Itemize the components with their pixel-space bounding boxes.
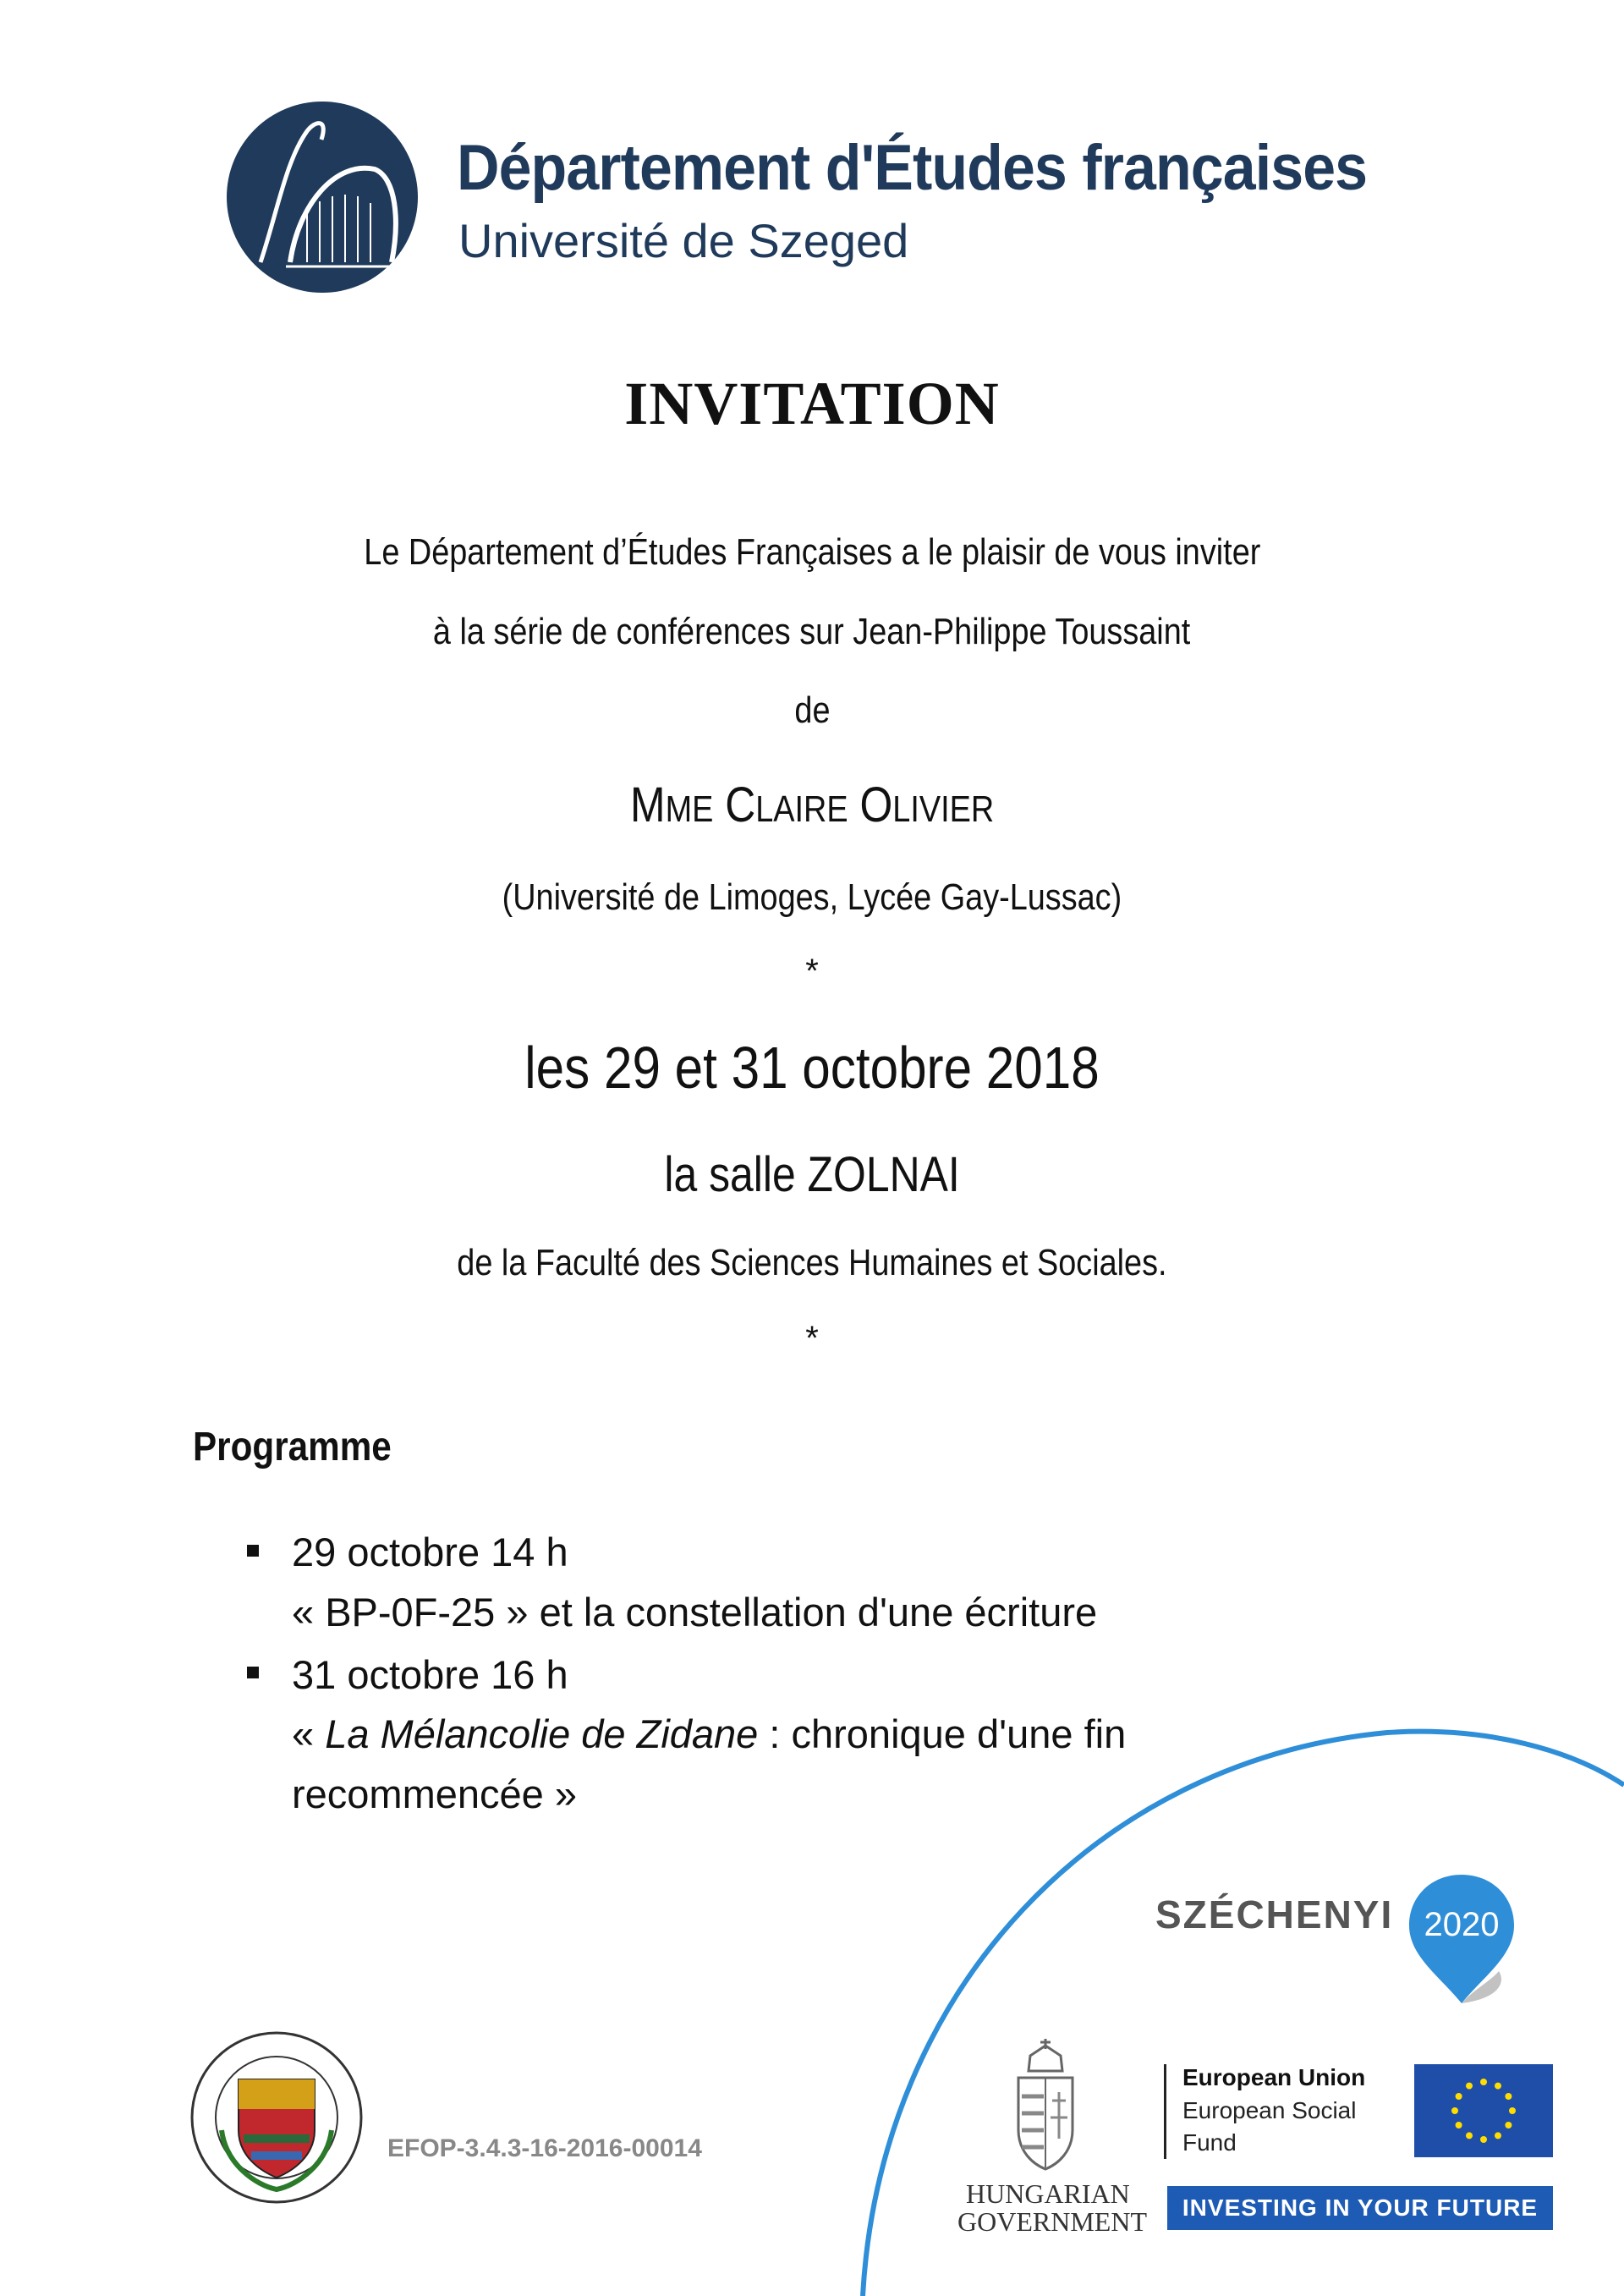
eu-star-icon xyxy=(1480,2079,1487,2085)
eu-star-icon xyxy=(1480,2136,1487,2143)
speaker-name: MME CLAIRE OLIVIER xyxy=(629,777,995,832)
dept-logo-icon xyxy=(227,102,418,293)
event-room: la salle ZOLNAI xyxy=(664,1147,960,1202)
eu-fund-label: Fund xyxy=(1182,2129,1237,2156)
eu-star-icon xyxy=(1466,2132,1473,2139)
eu-star-icon xyxy=(1505,2093,1512,2100)
efop-code: EFOP-3.4.3-16-2016-00014 xyxy=(387,2134,702,2162)
investing-banner: INVESTING IN YOUR FUTURE xyxy=(1167,2186,1553,2230)
eu-star-icon xyxy=(1505,2122,1512,2128)
eu-star-icon xyxy=(1509,2107,1516,2114)
event-dates: les 29 et 31 octobre 2018 xyxy=(524,1035,1100,1101)
programme-item-title: « BP-0F-25 » et la constellation d'une écriture xyxy=(292,1590,1098,1634)
university-seal-icon xyxy=(188,2029,365,2206)
eu-star-icon xyxy=(1451,2107,1458,2114)
department-title: Département d'Études françaises xyxy=(457,132,1368,204)
hungarian-coat-of-arms-icon xyxy=(1012,2037,1079,2172)
eu-star-icon xyxy=(1466,2083,1473,2090)
eu-fund-label: European Social xyxy=(1182,2097,1357,2123)
szechenyi-year: 2020 xyxy=(1424,1906,1500,1943)
programme-item-time: 31 octobre 16 h xyxy=(292,1652,568,1697)
hungarian-government-label: HUNGARIAN xyxy=(966,2178,1130,2209)
separator-star: * xyxy=(805,1320,819,1357)
bullet-icon xyxy=(247,1545,259,1557)
eu-label: European Union xyxy=(1182,2064,1366,2090)
department-subtitle: Université de Szeged xyxy=(458,214,909,267)
eu-star-icon xyxy=(1495,2083,1501,2090)
bullet-icon xyxy=(247,1667,259,1678)
speaker-affiliation: (Université de Limoges, Lycée Gay-Lussac) xyxy=(502,876,1122,918)
programme-item-time: 29 octobre 14 h xyxy=(292,1530,568,1574)
hungarian-government-label: GOVERNMENT xyxy=(957,2206,1147,2237)
event-faculty: de la Faculté des Sciences Humaines et Sociales. xyxy=(457,1242,1167,1283)
programme-item-title-cont: recommencée » xyxy=(292,1771,577,1816)
eu-flag-icon xyxy=(1414,2064,1553,2157)
szechenyi-2020-pin-icon xyxy=(1406,1871,1517,2007)
eu-star-icon xyxy=(1456,2122,1462,2128)
szechenyi-label: SZÉCHENYI xyxy=(1155,1892,1394,1936)
programme-item-title: « La Mélancolie de Zidane : chronique d'une fin xyxy=(292,1711,1127,1756)
intro-line-3: de xyxy=(793,689,831,731)
invitation-title: INVITATION xyxy=(624,370,1000,437)
eu-star-icon xyxy=(1456,2093,1462,2100)
programme-heading: Programme xyxy=(193,1425,392,1469)
eu-star-icon xyxy=(1495,2132,1501,2139)
divider xyxy=(1164,2064,1166,2159)
separator-star: * xyxy=(805,953,819,990)
intro-line-2: à la série de conférences sur Jean-Philippe Toussaint xyxy=(433,611,1191,652)
intro-line-1: Le Département d’Études Françaises a le plaisir de vous inviter xyxy=(363,531,1261,573)
